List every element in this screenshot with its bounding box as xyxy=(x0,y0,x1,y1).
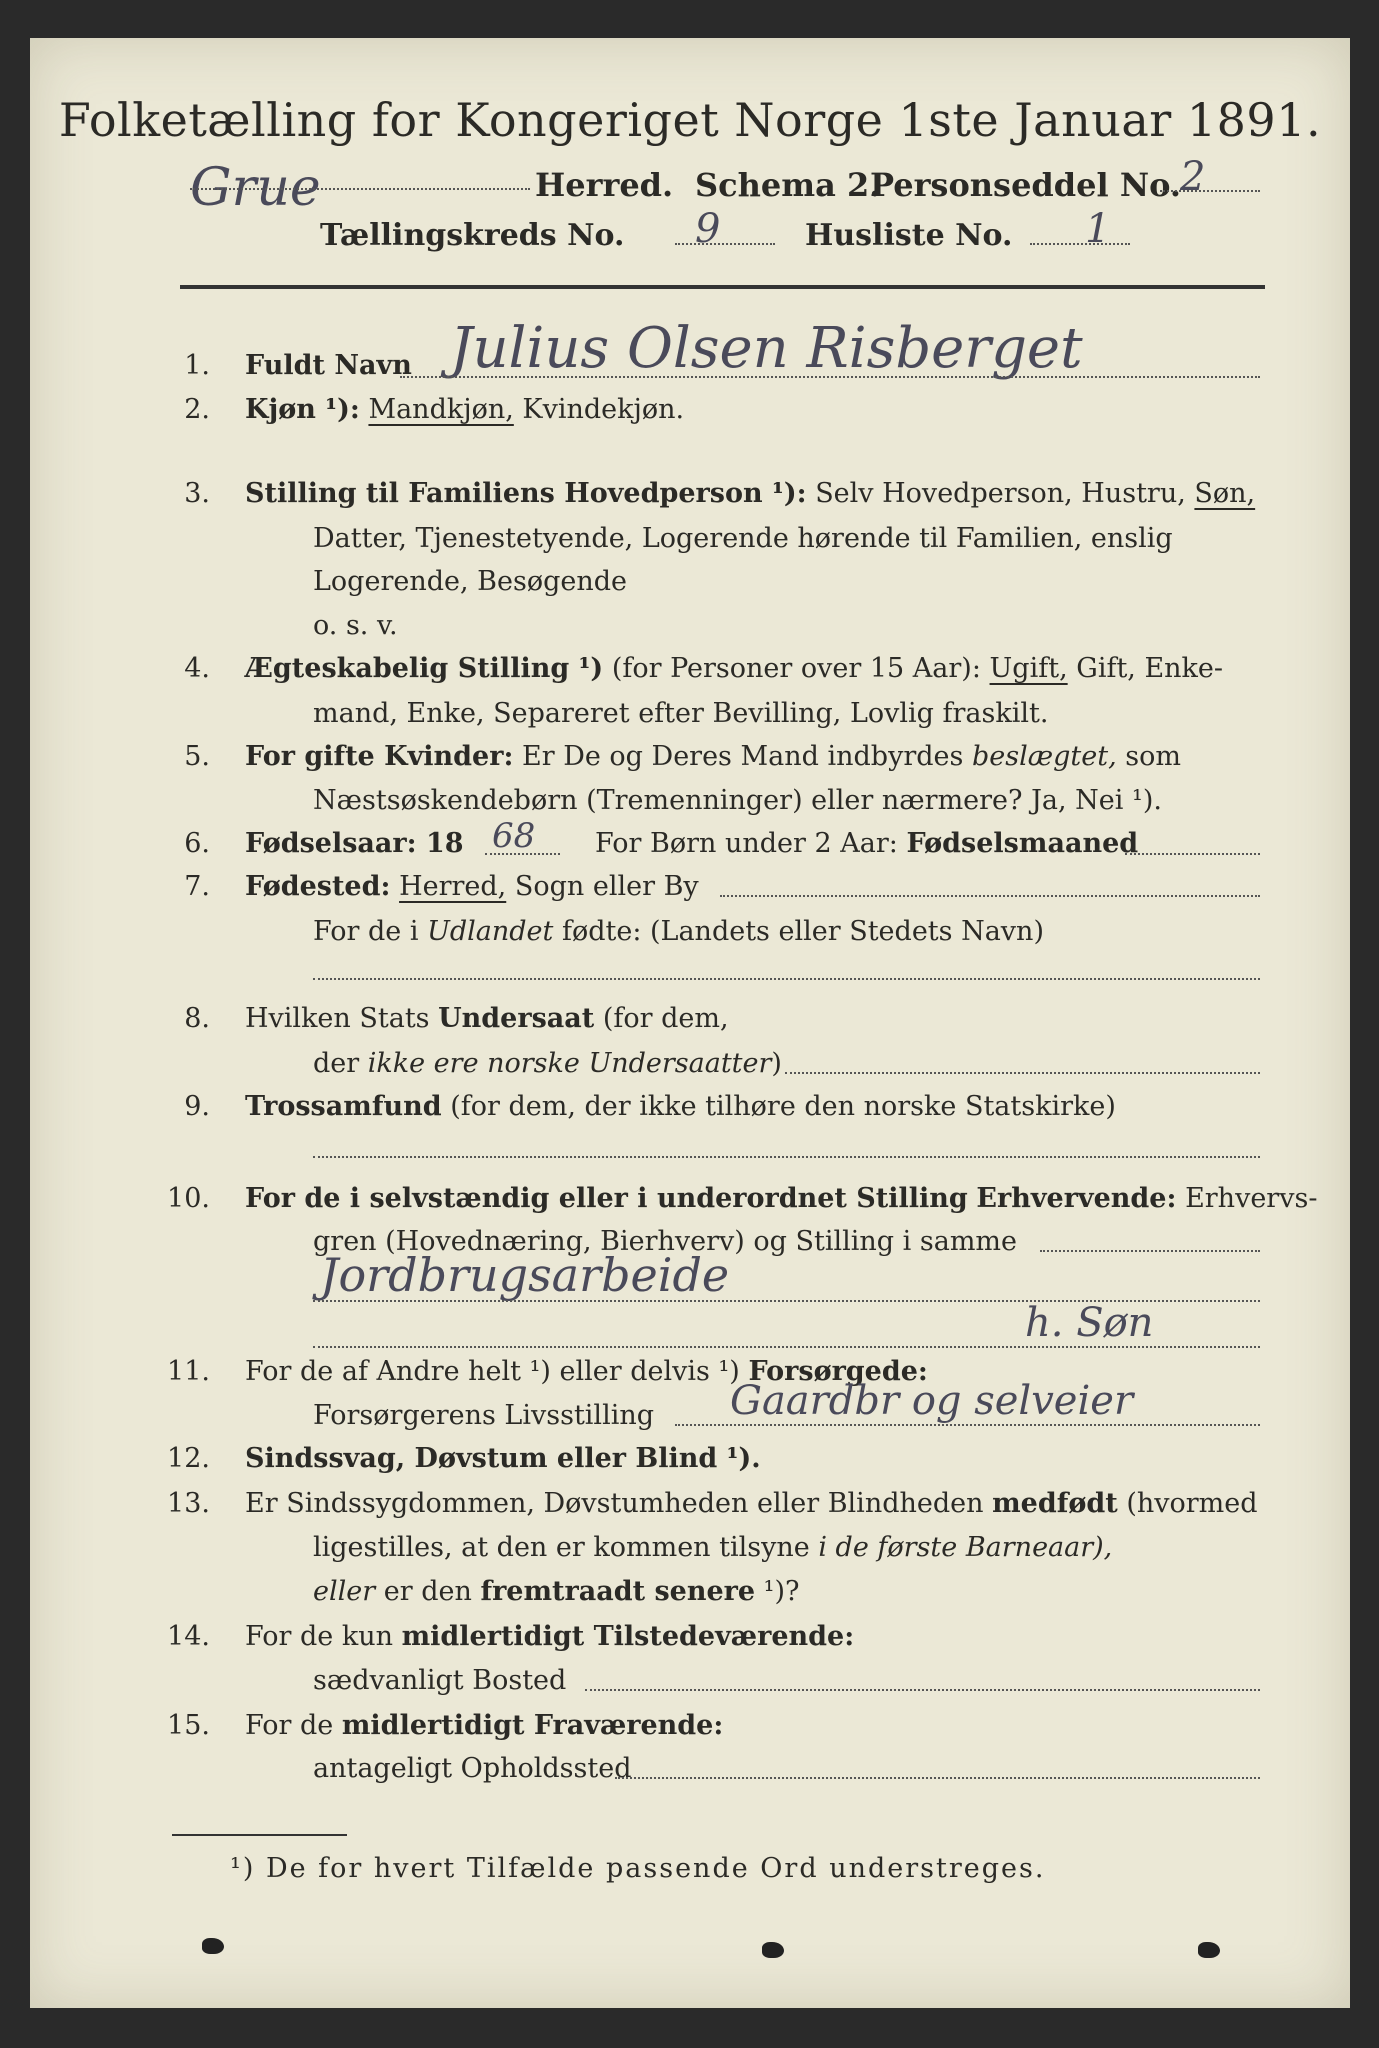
gender-female: Kvindekjøn. xyxy=(522,394,685,425)
item-13-line1b: medfødt xyxy=(992,1488,1118,1519)
residence-line xyxy=(585,1689,1260,1691)
herred-value: Grue xyxy=(190,158,321,218)
birth-year-line xyxy=(485,853,560,855)
personseddel-label: Personseddel No. xyxy=(870,166,1181,204)
item-3-label: Stilling til Familiens Hovedperson ¹): xyxy=(245,478,807,509)
item-5-label: For gifte Kvinder: xyxy=(245,741,514,772)
item-2-number: 2. xyxy=(184,394,210,425)
item-7-rest: Sogn eller By xyxy=(514,871,699,902)
foreign-birthplace-line xyxy=(313,978,1260,980)
item-14-line2: sædvanligt Bosted xyxy=(313,1665,567,1696)
herred-label: Herred. xyxy=(535,166,674,204)
full-name-value: Julius Olsen Risberget xyxy=(450,316,1083,381)
item-7-line2b: Udlandet xyxy=(427,916,554,947)
herred-line xyxy=(190,188,530,190)
item-8-line2b: ikke ere norske Undersaatter xyxy=(367,1048,772,1079)
item-10-line2: gren (Hovednæring, Bierhverv) og Stilling i samme xyxy=(313,1226,1018,1257)
item-13-line1a: Er Sindssygdommen, Døvstumheden eller Blindheden xyxy=(245,1488,984,1519)
birthplace-line xyxy=(720,895,1260,897)
item-3-line2: Datter, Tjenestetyende, Logerende hørende til Familien, enslig xyxy=(313,523,1173,554)
item-11-number: 11. xyxy=(167,1356,210,1387)
item-10-number: 10. xyxy=(167,1183,210,1214)
occupation-status-value: h. Søn xyxy=(1025,1300,1154,1346)
personseddel-line xyxy=(1160,190,1260,192)
taellingskreds-label: Tællingskreds No. xyxy=(320,218,625,253)
occupation-value: Jordbrugsarbeide xyxy=(320,1248,730,1302)
item-3-number: 3. xyxy=(184,478,210,509)
form-title: Folketælling for Kongeriget Norge 1ste Januar 1891. xyxy=(58,93,1322,147)
item-9-rest: (for dem, der ikke tilhøre den norske Statskirke) xyxy=(450,1091,1116,1122)
item-9-number: 9. xyxy=(184,1091,210,1122)
item-1-number: 1. xyxy=(184,350,210,381)
item-5-number: 5. xyxy=(184,741,210,772)
religion-line xyxy=(313,1156,1260,1158)
birth-month-line xyxy=(1125,853,1260,855)
ink-blot xyxy=(1198,1942,1220,1958)
item-9-label: Trossamfund xyxy=(245,1091,442,1122)
item-4-rest: Gift, Enke- xyxy=(1076,653,1224,684)
citizenship-line xyxy=(785,1072,1260,1074)
item-8-line1a: Hvilken Stats xyxy=(245,1003,430,1034)
item-8-line1c: (for dem, xyxy=(602,1003,729,1034)
item-5-line1c: som xyxy=(1125,741,1181,772)
item-10-line1b: Erhvervende: xyxy=(976,1183,1177,1214)
whereabouts-line xyxy=(615,1777,1260,1779)
gender-male: Mandkjøn, xyxy=(368,394,514,425)
provider-line xyxy=(675,1424,1260,1426)
item-8-number: 8. xyxy=(184,1003,210,1034)
footnote: ¹) De for hvert Tilfælde passende Ord understreges. xyxy=(230,1853,1046,1884)
item-13-line1c: (hvormed xyxy=(1126,1488,1258,1519)
item-2-label: Kjøn ¹): xyxy=(245,394,360,425)
item-8-line1b: Undersaat xyxy=(438,1003,595,1034)
item-7-label: Fødested: xyxy=(245,871,391,902)
item-14-line1a: For de kun xyxy=(245,1621,393,1652)
item-6-number: 6. xyxy=(184,828,210,859)
occupation-line-1 xyxy=(1040,1250,1260,1252)
item-11-line1b: Forsørgede: xyxy=(748,1356,928,1387)
schema-label: Schema 2. xyxy=(695,166,881,204)
item-7-line2c: fødte: (Landets eller Stedets Navn) xyxy=(561,916,1044,947)
item-3-line3: Logerende, Besøgende xyxy=(313,566,627,597)
item-8-line2a: der xyxy=(313,1048,360,1079)
item-13-line3c: fremtraadt senere xyxy=(480,1576,756,1607)
taellingskreds-value: 9 xyxy=(695,206,721,252)
provider-value: Gaardbr og selveier xyxy=(730,1378,1134,1424)
item-15-line1b: midlertidigt Fraværende: xyxy=(341,1710,724,1741)
item-5-line1a: Er De og Deres Mand indbyrdes xyxy=(522,741,964,772)
header-rule xyxy=(180,285,1265,289)
item-4-label: Ægteskabelig Stilling ¹) xyxy=(245,653,604,684)
item-13-number: 13. xyxy=(167,1488,210,1519)
item-6-rest: For Børn under 2 Aar: xyxy=(595,828,898,859)
item-12-number: 12. xyxy=(167,1443,210,1474)
husliste-value: 1 xyxy=(1085,206,1111,252)
footnote-rule xyxy=(172,1834,347,1836)
item-3-line4: o. s. v. xyxy=(313,610,398,641)
item-13-line2a: ligestilles, at den er kommen tilsyne xyxy=(313,1532,810,1563)
item-8-line2c: ) xyxy=(771,1048,782,1079)
item-4-line2: mand, Enke, Separeret efter Bevilling, Lovlig fraskilt. xyxy=(313,698,1049,729)
relation-son: Søn, xyxy=(1194,478,1256,509)
item-10-line1a: For de i selvstændig eller i underordnet Stilling xyxy=(245,1183,968,1214)
husliste-line xyxy=(1030,243,1130,245)
ink-blot xyxy=(202,1938,224,1954)
birthplace-herred: Herred, xyxy=(399,871,507,902)
item-1-label: Fuldt Navn xyxy=(245,350,412,381)
item-15-line1a: For de xyxy=(245,1710,334,1741)
item-4-line1: (for Personer over 15 Aar): xyxy=(611,653,981,684)
item-15-number: 15. xyxy=(167,1710,210,1741)
census-form xyxy=(30,38,1350,2008)
item-15-line2: antageligt Opholdssted xyxy=(313,1753,632,1784)
item-11-line1a: For de af Andre helt ¹) eller delvis ¹) xyxy=(245,1356,740,1387)
item-14-number: 14. xyxy=(167,1621,210,1652)
item-4-number: 4. xyxy=(184,653,210,684)
item-5-line1b: beslægtet, xyxy=(971,741,1117,772)
item-3-line1: Selv Hovedperson, Hustru, xyxy=(815,478,1186,509)
marital-ugift: Ugift, xyxy=(989,653,1068,684)
ink-blot xyxy=(762,1942,784,1958)
item-13-line3a: eller xyxy=(313,1576,376,1607)
item-7-number: 7. xyxy=(184,871,210,902)
item-10-line1c: Erhvervs- xyxy=(1185,1183,1318,1214)
full-name-line xyxy=(400,376,1260,378)
birth-year-value: 68 xyxy=(492,816,536,856)
taellingskreds-line xyxy=(675,243,775,245)
husliste-label: Husliste No. xyxy=(805,218,1013,253)
item-5-line2: Næstsøskendebørn (Tremenninger) eller nærmere? Ja, Nei ¹). xyxy=(313,785,1162,816)
item-12-label: Sindssvag, Døvstum eller Blind ¹). xyxy=(245,1443,761,1474)
item-7-line2a: For de i xyxy=(313,916,419,947)
personseddel-value: 2 xyxy=(1180,154,1206,200)
item-11-line2: Forsørgerens Livsstilling xyxy=(313,1400,655,1431)
item-13-line3d: ¹)? xyxy=(763,1576,800,1607)
item-6-rest-bold: Fødselsmaaned xyxy=(906,828,1139,859)
occupation-line-3 xyxy=(313,1346,1260,1348)
item-13-line3b: er den xyxy=(383,1576,472,1607)
item-6-label: Fødselsaar: 18 xyxy=(245,828,464,859)
item-14-line1b: midlertidigt Tilstedeværende: xyxy=(401,1621,855,1652)
item-13-line2b: i de første Barneaar), xyxy=(818,1532,1113,1563)
